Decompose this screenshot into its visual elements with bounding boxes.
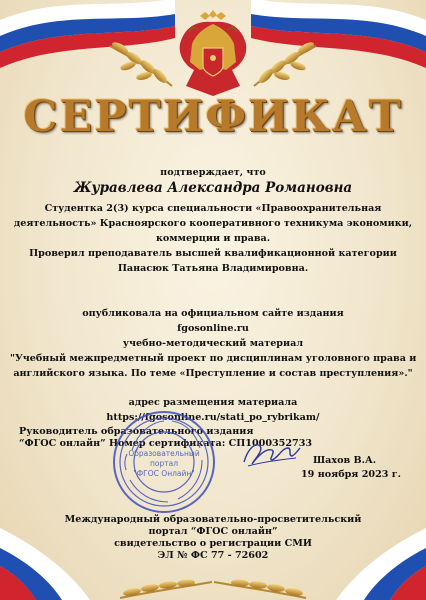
footer-line: ЭЛ № ФС 77 - 72602 bbox=[157, 550, 269, 561]
head-label: Руководитель образовательного издания bbox=[19, 426, 254, 437]
issue-date: 19 ноября 2023 г. bbox=[301, 469, 401, 480]
footer-line: Международный образовательно-просветительский bbox=[64, 514, 362, 525]
description-line: Проверил преподаватель высшей квалификационной категории bbox=[29, 248, 397, 259]
footer-line: свидетельство о регистрации СМИ bbox=[114, 538, 312, 549]
coat-of-arms-emblem bbox=[180, 10, 247, 96]
official-stamp bbox=[112, 410, 216, 514]
certificate-title: СЕРТИФИКАТ bbox=[23, 92, 403, 142]
footer-line: портал “ФГОС онлайн” bbox=[148, 526, 278, 537]
flag-ribbon-top-left bbox=[0, 0, 175, 68]
laurel-branch-bottom bbox=[120, 579, 306, 598]
material-title-line: английского языка. По теме «Преступление и состав преступления»." bbox=[13, 368, 413, 379]
site-name: fgosonline.ru bbox=[177, 323, 249, 334]
material-type: учебно-методический материал bbox=[122, 338, 304, 349]
certificate-number-line: “ФГОС онлайн” Номер сертификата: СП1000352733 bbox=[19, 438, 313, 449]
stamp-line: "ФГОС Онлайн" bbox=[133, 469, 195, 478]
description-line: Студентка 2(3) курса специальности «Правоохранительная bbox=[44, 203, 382, 214]
flag-ribbon-top-right bbox=[251, 0, 426, 68]
stamp-line: портал bbox=[149, 459, 179, 468]
recipient-name: Журавлева Александра Романовна bbox=[73, 180, 353, 196]
address-url: https://fgosonline.ru/stati_po_rybrikam/ bbox=[106, 412, 320, 423]
description-line: Панасюк Татьяна Владимировна. bbox=[117, 263, 309, 274]
address-label: адрес размещения материала bbox=[128, 397, 298, 408]
signature bbox=[238, 436, 302, 470]
material-title-line: "Учебный межпредметный проект по дисциплинам уголовного права и bbox=[10, 353, 417, 364]
stamp-line: Образовательный bbox=[128, 449, 200, 458]
description-line: деятельность» Красноярского кооперативного техникума экономики, bbox=[13, 218, 413, 229]
published-on-text: опубликовала на официальном сайте издания bbox=[82, 308, 344, 319]
signer-name: Шахов В.А. bbox=[313, 455, 377, 466]
description-line: коммерции и права. bbox=[155, 233, 271, 244]
confirms-text: подтверждает, что bbox=[160, 167, 266, 178]
